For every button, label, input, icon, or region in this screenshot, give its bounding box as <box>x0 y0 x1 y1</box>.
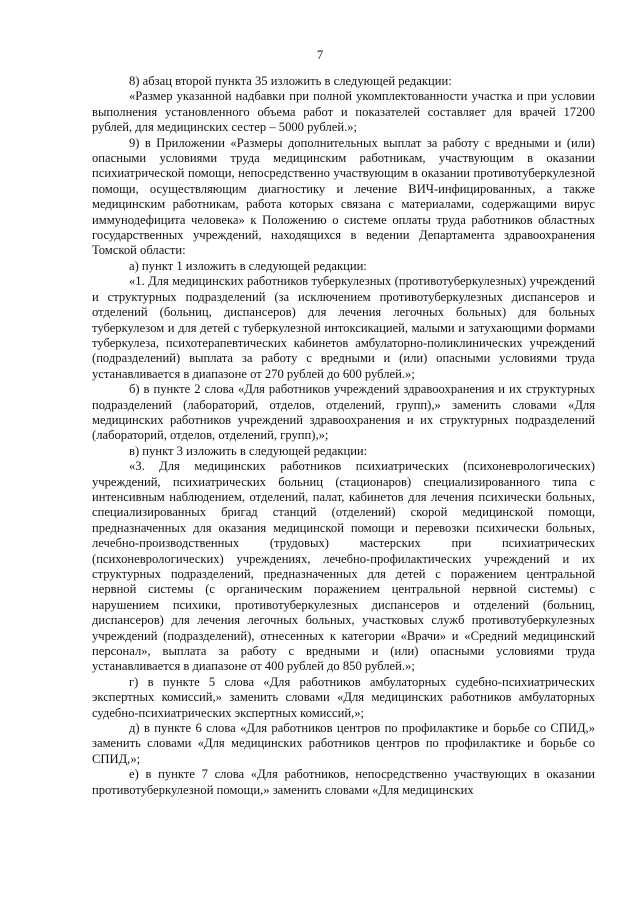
paragraph: а) пункт 1 изложить в следующей редакции: <box>129 258 367 273</box>
paragraph: г) в пункте 5 слова «Для работников амбулаторных судебно-психиатрических экспертных комиссий,» заменить словами «Для медицинских работников амбулаторных судебно-психиатрических экспертных комиссий,»; <box>92 674 595 720</box>
paragraph: 8) абзац второй пункта 35 изложить в следующей редакции: <box>129 74 452 88</box>
paragraph: «1. Для медицинских работников туберкулезных (противотуберкулезных) учреждений и структурных подразделений (за исключением противотуберкулезных диспансеров и отделений (больниц, диспансеров) для лечения легочных больных) для больных туберкулезом и для детей с туберкулезной интоксикацией, малыми и затухающими формами туберкулеза, психотерапевтических кабинетов амбулаторно-поликлинических учреждений (подразделений) выплата за работу с вредными и (или) опасными условиями труда устанавливается в диапазоне от 270 рублей до 600 рублей.»; <box>92 274 595 381</box>
paragraph: е) в пункте 7 слова «Для работников, непосредственно участвующих в оказании противотуберкулезной помощи,» заменить словами «Для медицинских <box>92 767 595 797</box>
page-number: 7 <box>316 48 324 62</box>
paragraph: д) в пункте 6 слова «Для работников центров по профилактике и борьбе со СПИД,» заменить словами «Для медицинских работников центров по профилактике и борьбе со СПИД,»; <box>92 721 595 766</box>
paragraph: б) в пункте 2 слова «Для работников учреждений здравоохранения и их структурных подразделений (лабораторий, отделов, отделений, групп),» заменить словами «Для медицинских работников учреждений здравоохранения и их структурных подразделений (лабораторий, отделов, отделений, групп),»; <box>92 382 595 443</box>
paragraph: в) пункт 3 изложить в следующей редакции: <box>129 443 368 458</box>
paragraph: 9) в Приложении «Размеры дополнительных выплат за работу с вредными и (или) опасными условиями труда медицинским работникам, участвующим в оказании психиатрической помощи, непосредственно участвующим в оказании противотуберкулезной помощи, осуществляющим диагностику и лечение ВИЧ-инфицированных, а также медицинским работникам, работа которых связана с материалами, содержащими вирус иммунодефицита человека» к Положению о системе оплаты труда работников областных государственных учреждений, находящихся в ведении Департамента здравоохранения Томской области: <box>92 135 595 258</box>
document-body <box>92 74 595 798</box>
paragraph: «Размер указанной надбавки при полной укомплектованности участка и при условии выполнения установленного объема работ и показателей составляет для врачей 17200 рублей, для медицинских сестер – 5000 рублей.»; <box>92 89 595 135</box>
paragraph: «3. Для медицинских работников психиатрических (психоневрологических) учреждений, психиатрических больниц (стационаров) специализированного типа с интенсивным наблюдением, отделений, палат, кабинетов для лечения психически больных, специализированных бригад станций (отделений) скорой медицинской помощи, предназначенных для оказания медицинской помощи и перевозки психически больных, лечебно-производственных (трудовых) мастерских при психиатрических (психоневрологических) учреждениях, лечебно-профилактических учреждений и их структурных подразделений, предназначенных для детей с поражением центральной нервной системы (с органическим поражением центральной нервной системы) с нарушением психики, противотуберкулезных диспансеров и отделений (больниц, диспансеров) для лечения легочных больных, участковых служб противотуберкулезных учреждений (подразделений), отнесенных к категории «Врачи» и «Средний медицинский персонал», выплата за работу с вредными и (или) опасными условиями труда устанавливается в диапазоне от 400 рублей до 850 рублей.»; <box>92 459 595 674</box>
